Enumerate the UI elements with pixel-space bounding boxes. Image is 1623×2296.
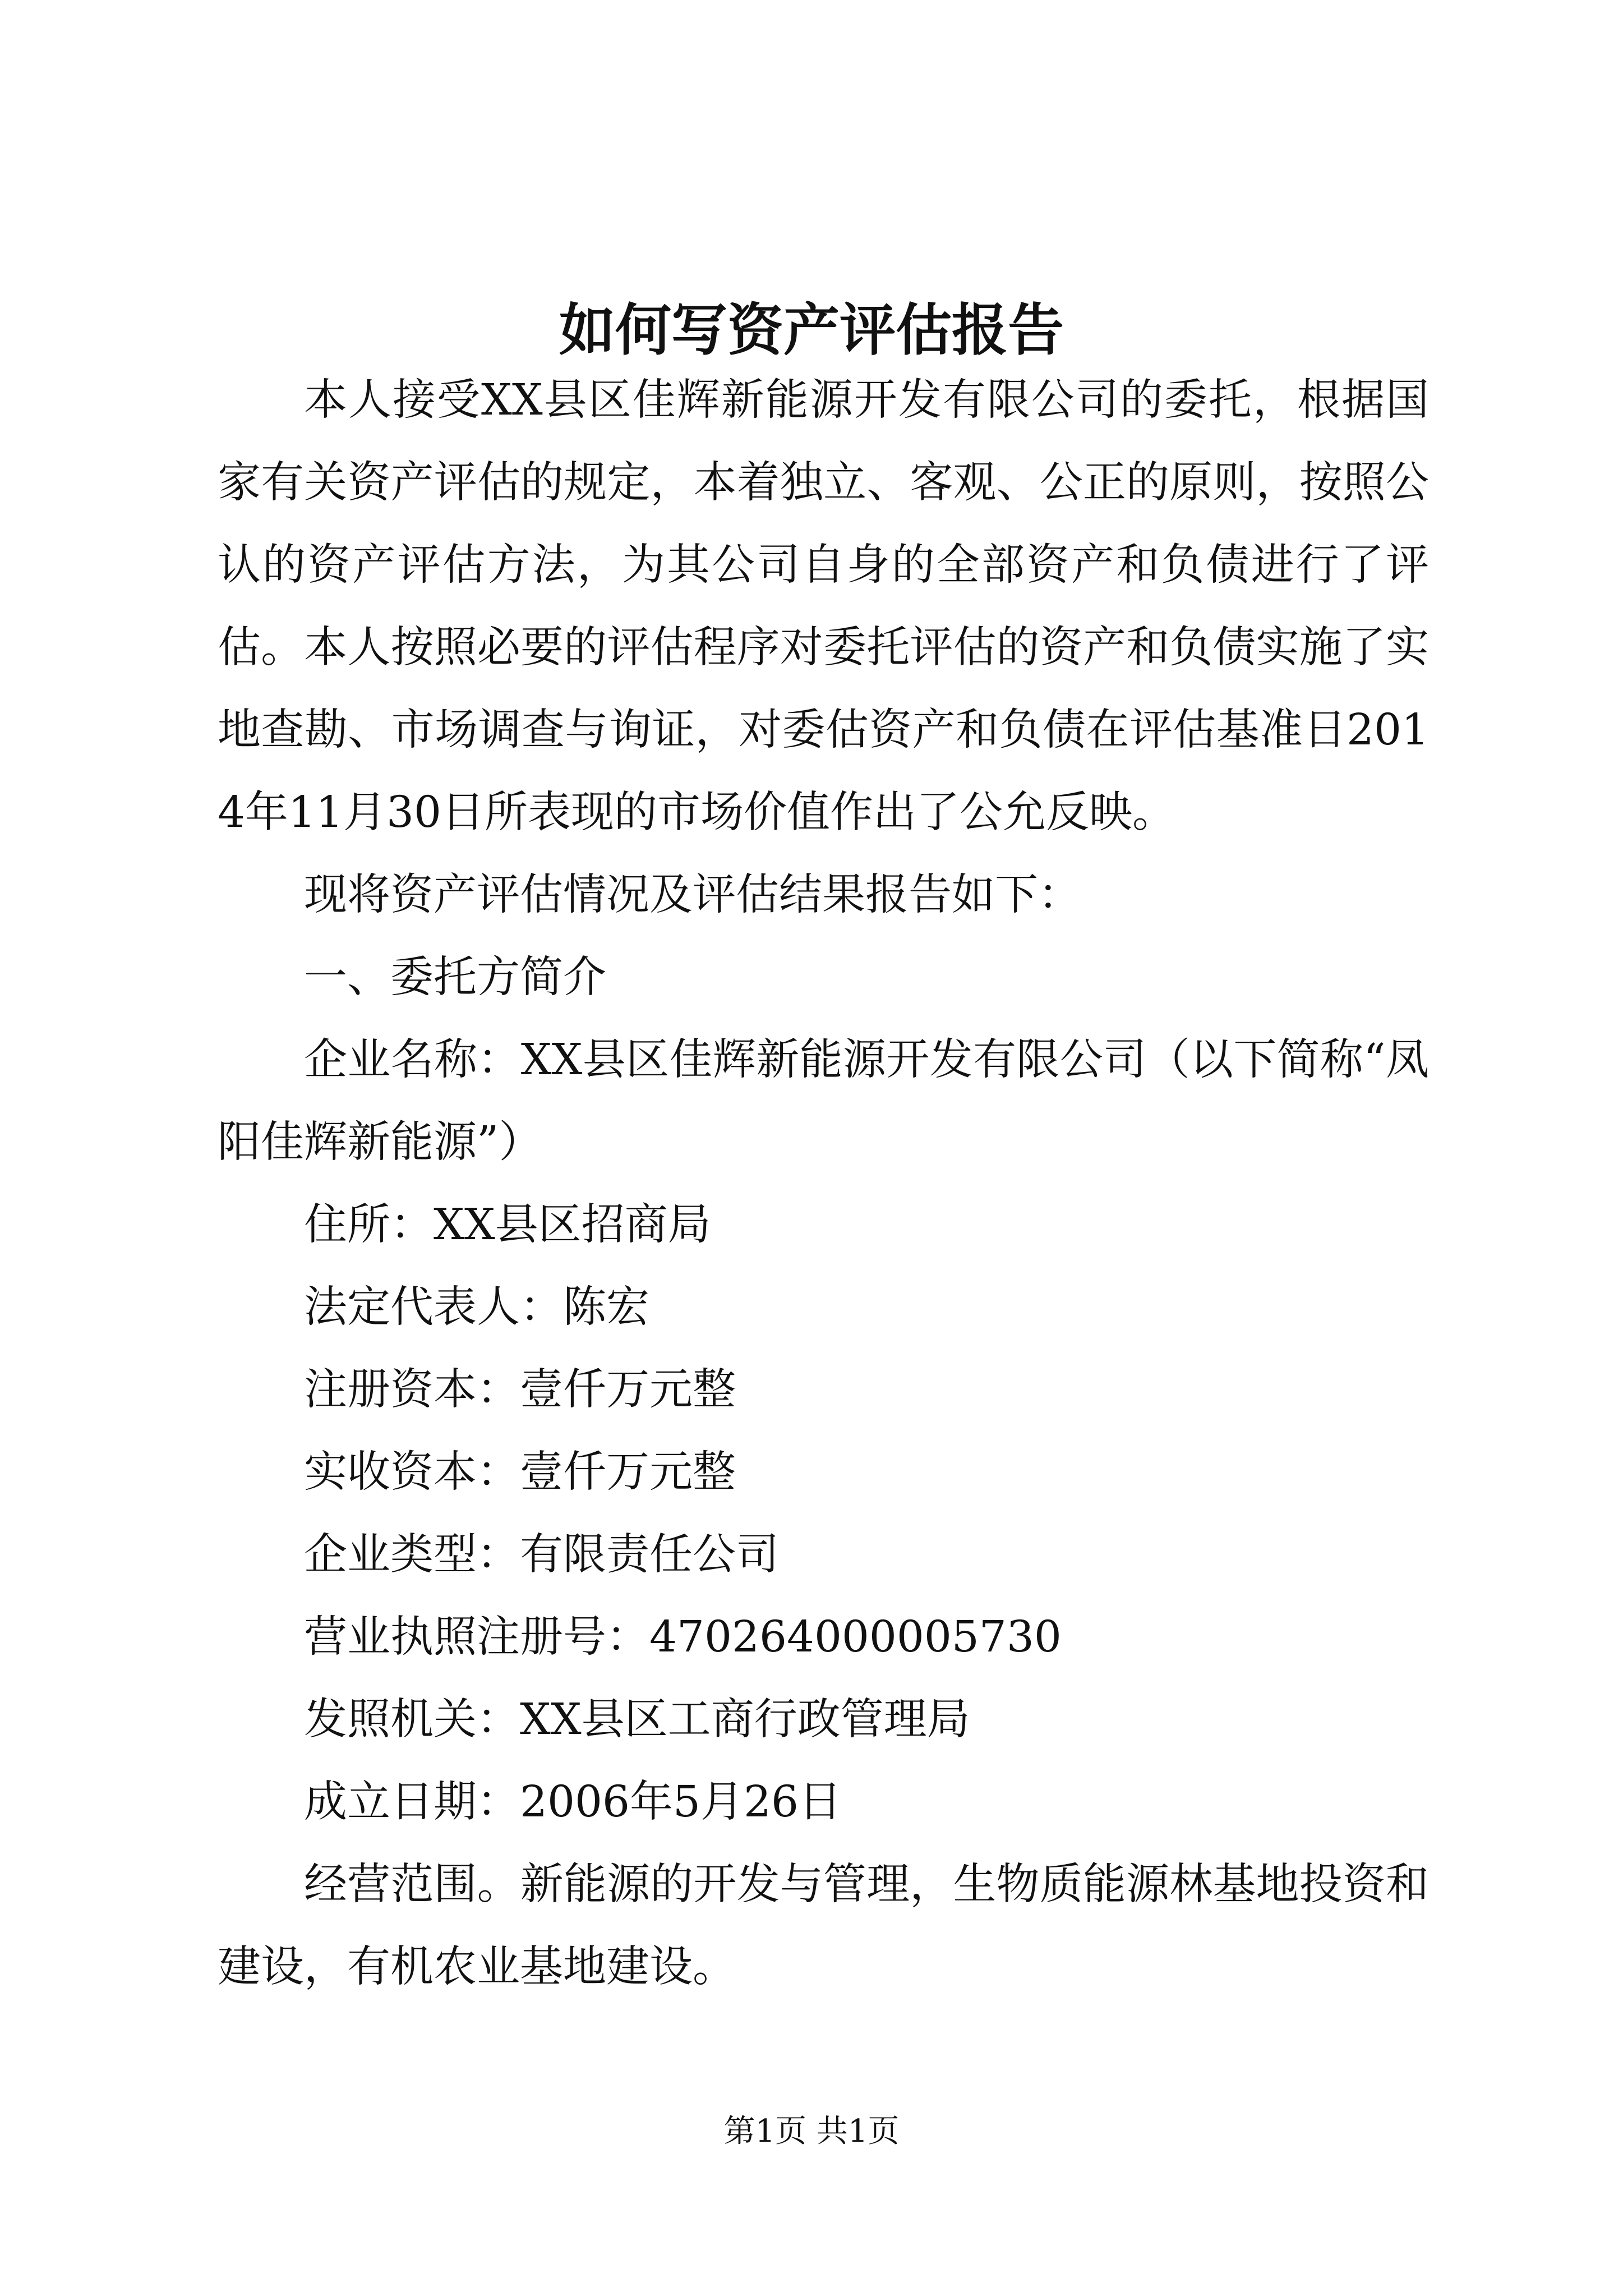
- page-number-footer: 第1页 共1页: [723, 2113, 900, 2150]
- field-license-number: 营业执照注册号：470264000005730: [304, 1612, 1062, 1662]
- document-body: [218, 359, 1429, 2008]
- paragraph-report-lead: 现将资产评估情况及评估结果报告如下：: [304, 870, 1081, 920]
- field-address: 住所：XX县区招商局: [304, 1200, 711, 1250]
- field-company-name: 企业名称：XX县区佳辉新能源开发有限公司（以下简称“凤阳佳辉新能源”）: [218, 1035, 1429, 1167]
- field-enterprise-type: 企业类型：有限责任公司: [304, 1530, 779, 1580]
- field-paid-in-capital: 实收资本：壹仟万元整: [304, 1447, 736, 1497]
- field-business-scope: 经营范围。新能源的开发与管理，生物质能源林基地投资和建设，有机农业基地建设。: [218, 1860, 1429, 1992]
- field-legal-representative: 法定代表人：陈宏: [304, 1282, 649, 1332]
- field-registered-capital: 注册资本：壹仟万元整: [304, 1365, 736, 1415]
- paragraph-intro: 本人接受XX县区佳辉新能源开发有限公司的委托，根据国家有关资产评估的规定，本着独立、客观、公正的原则，按照公认的资产评估方法，为其公司自身的全部资产和负债进行了评估。本人按照必要的评估程序对委托评估的资产和负债实施了实地查勘、市场调查与询证，对委估资产和负债在评估基准日2014年11月30日所表现的市场价值作出了公允反映。: [218, 375, 1429, 838]
- document-title: 如何写资产评估报告: [559, 297, 1064, 363]
- section-heading-client-profile: 一、委托方简介: [304, 953, 606, 1002]
- field-issuing-authority: 发照机关：XX县区工商行政管理局: [304, 1695, 970, 1745]
- field-established-date: 成立日期：2006年5月26日: [304, 1777, 842, 1827]
